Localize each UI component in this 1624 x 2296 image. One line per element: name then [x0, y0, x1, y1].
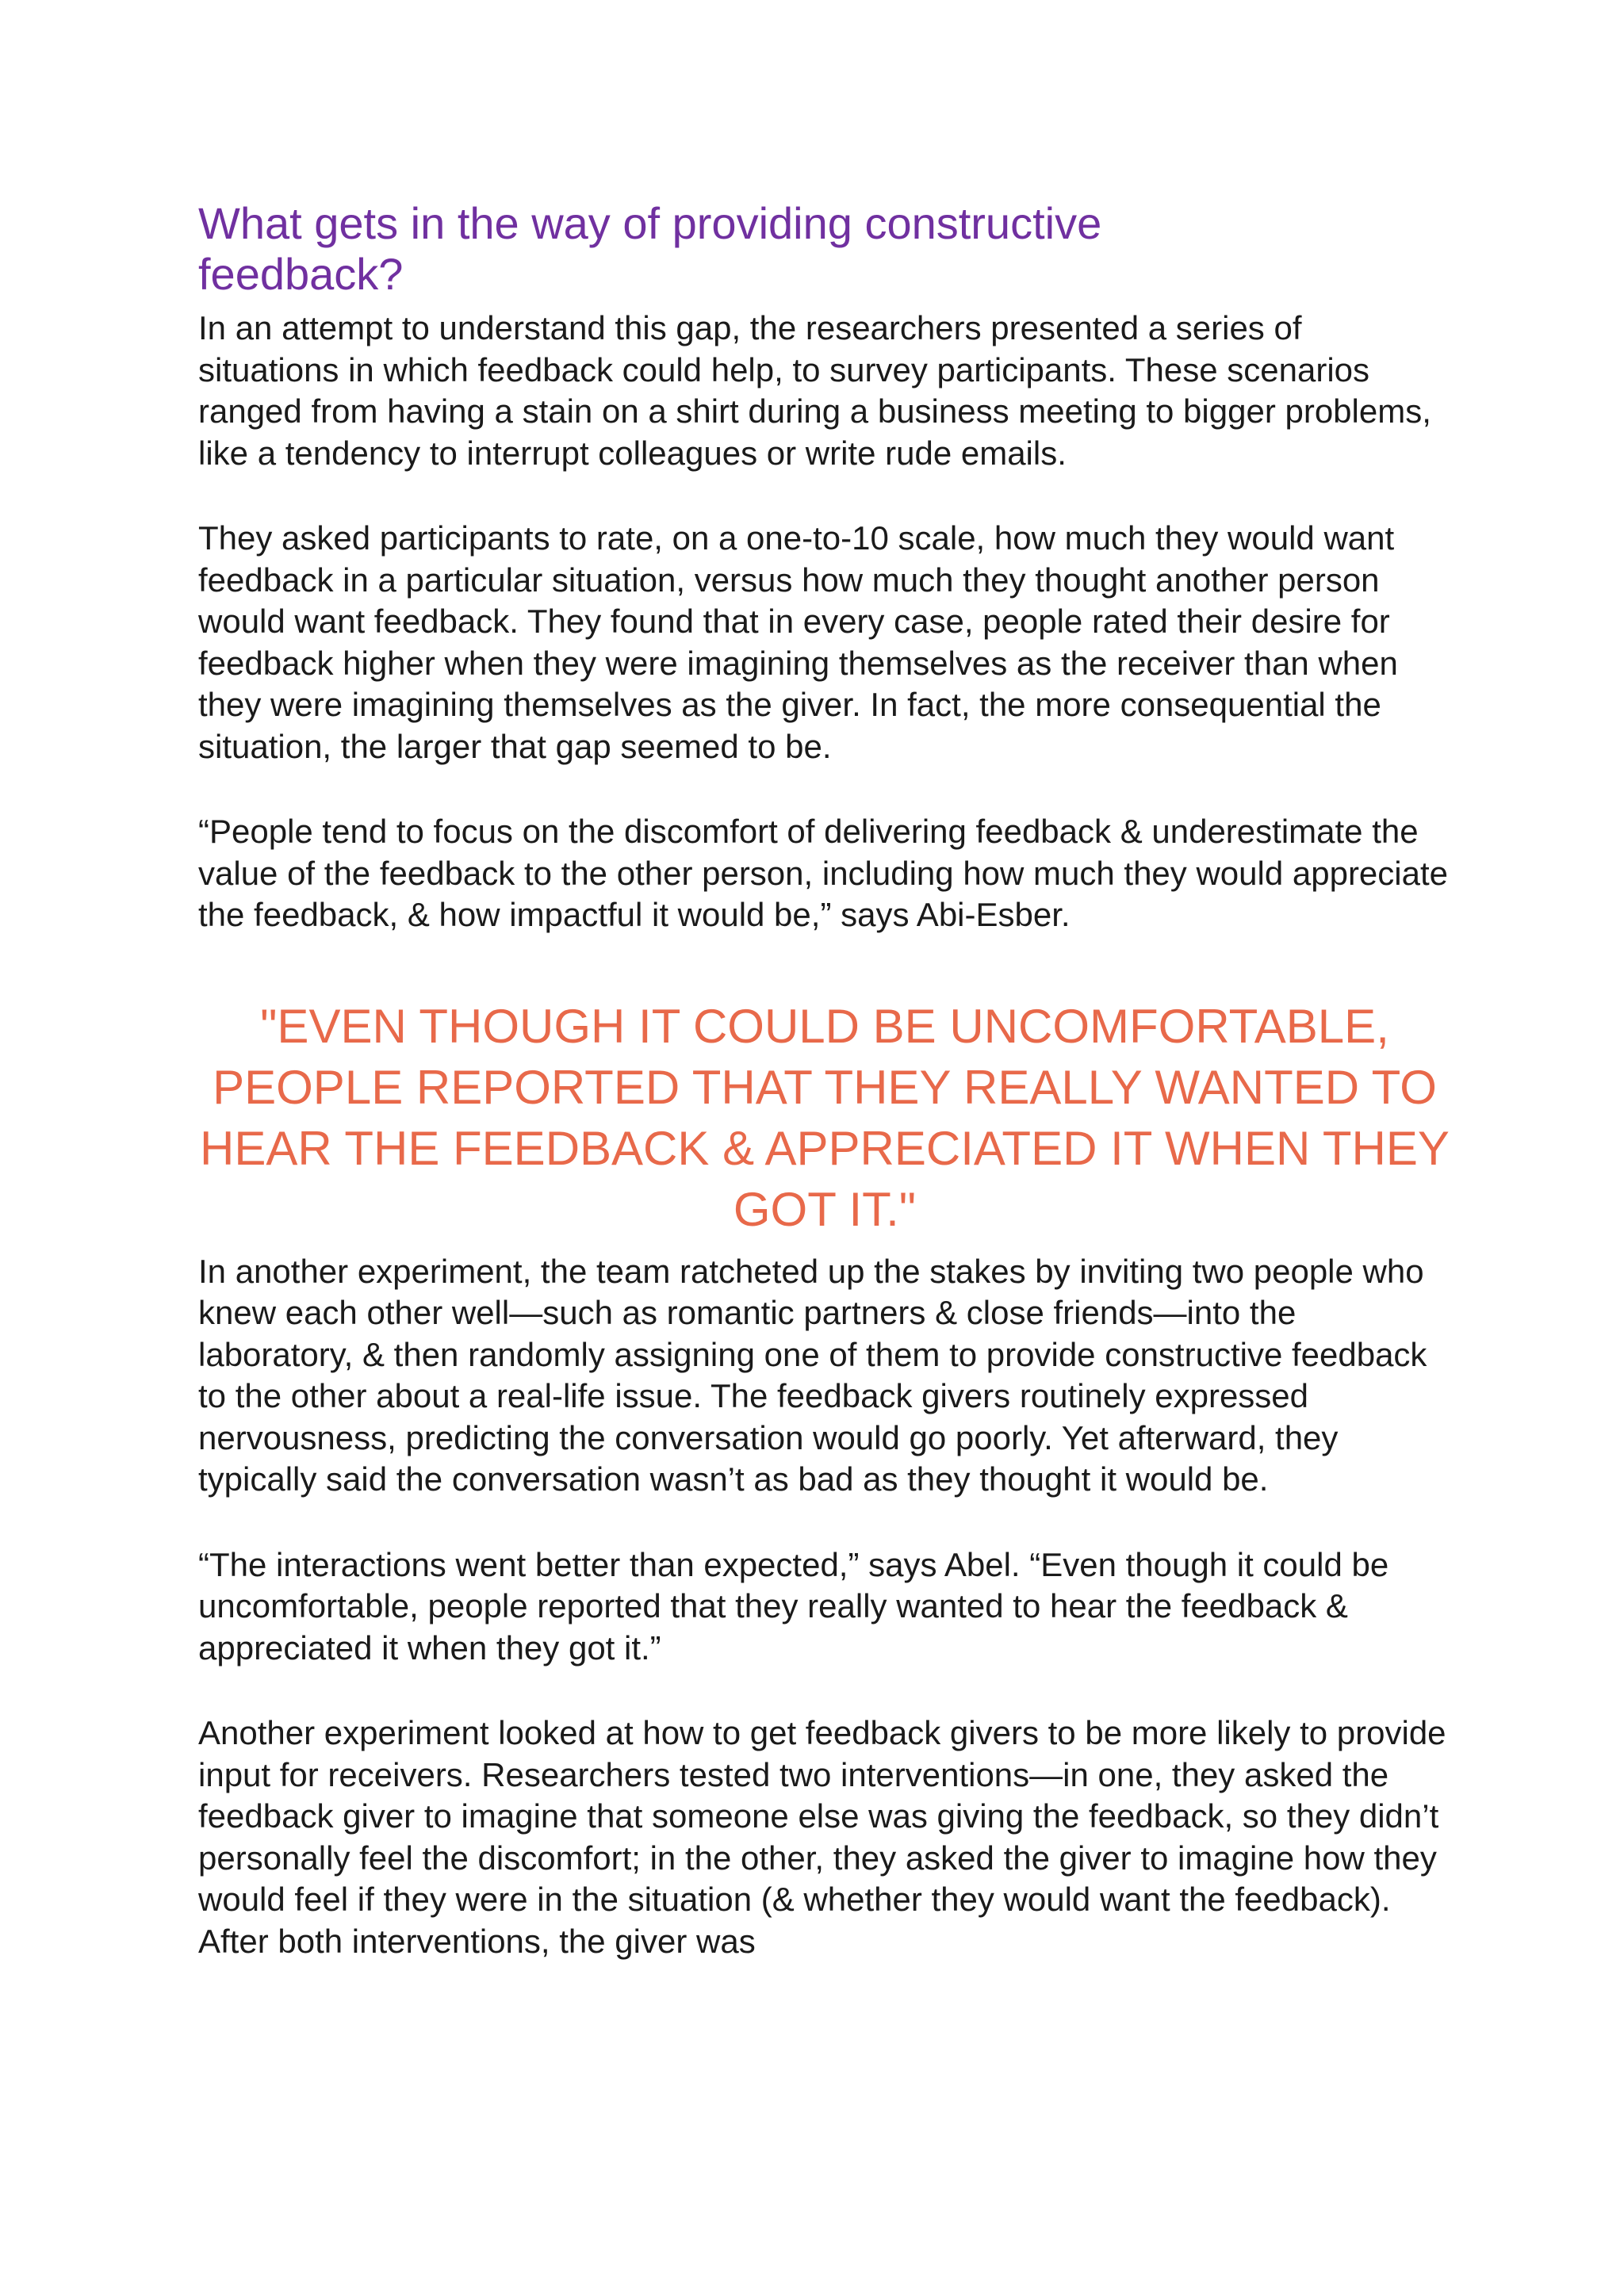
body-paragraph: In an attempt to understand this gap, the researchers presented a series of situations in which feedback could help, to survey participants. These scenarios ranged from having a stain on a shirt during a business meeting to bigger problems, like a tendency to interrupt colleagues or write rude emails. [198, 309, 1431, 472]
article-body [198, 198, 1451, 1962]
body-paragraph: “The interactions went better than expected,” says Abel. “Even though it could be uncomfortable, people reported that they really wanted to hear the feedback & appreciated it when they got it.” [198, 1545, 1389, 1667]
section-heading: What gets in the way of providing constructive feedback? [198, 198, 1102, 299]
body-paragraph: “People tend to focus on the discomfort of delivering feedback & underestimate the value of the feedback to the other person, including how much they would appreciate the feedback, & how impactful it would be,” says Abi-Esber. [198, 813, 1449, 933]
body-paragraph: Another experiment looked at how to get feedback givers to be more likely to provide input for receivers. Researchers tested two interventions—in one, they asked the feedback giver to imagine that someone else was giving the feedback, so they didn’t personally feel the discomfort; in the other, they asked the giver to imagine how they would feel if they were in the situation (& whether they would want the feedback). After both interventions, the giver was [198, 1714, 1446, 1960]
pull-quote: "EVEN THOUGH IT COULD BE UNCOMFORTABLE, PEOPLE REPORTED THAT THEY REALLY WANTED TO HEAR THE FEEDBACK & APPRECIATED IT WHEN THEY GOT IT." [200, 999, 1450, 1236]
body-paragraph: They asked participants to rate, on a one-to-10 scale, how much they would want feedback in a particular situation, versus how much they thought another person would want feedback. They found that in every case, people rated their desire for feedback higher when they were imagining themselves as the receiver than when they were imagining themselves as the giver. In fact, the more consequential the situation, the larger that gap seemed to be. [198, 519, 1398, 765]
body-paragraph: In another experiment, the team ratcheted up the stakes by inviting two people who knew each other well—such as romantic partners & close friends—into the laboratory, & then randomly assigning one of them to provide constructive feedback to the other about a real-life issue. The feedback givers routinely expressed nervousness, predicting the conversation would go poorly. Yet afterward, they typically said the conversation wasn’t as bad as they thought it would be. [198, 1252, 1427, 1498]
